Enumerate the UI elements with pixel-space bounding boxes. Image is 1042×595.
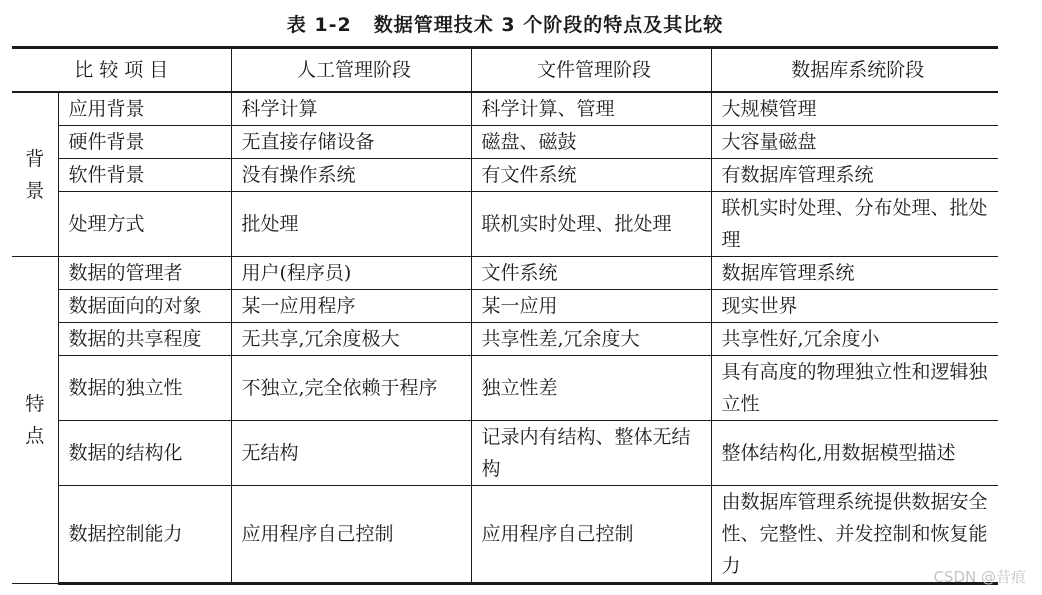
manual-cell: 应用程序自己控制	[231, 486, 471, 584]
database-cell: 大规模管理	[711, 92, 998, 126]
file-cell: 磁盘、磁鼓	[471, 126, 711, 159]
row-item: 处理方式	[58, 192, 231, 257]
table-row	[12, 257, 998, 290]
group-label-char: 点	[25, 425, 45, 447]
database-cell: 现实世界	[711, 290, 998, 323]
manual-cell: 某一应用程序	[231, 290, 471, 323]
header-file-stage: 文件管理阶段	[471, 48, 711, 93]
row-item: 数据的独立性	[58, 356, 231, 421]
manual-cell: 无直接存储设备	[231, 126, 471, 159]
table-row	[12, 323, 998, 356]
row-item: 数据的管理者	[58, 257, 231, 290]
manual-cell: 没有操作系统	[231, 159, 471, 192]
table-row	[12, 159, 998, 192]
row-item: 数据控制能力	[58, 486, 231, 584]
table-number: 表 1-2	[286, 14, 352, 36]
table-row	[12, 92, 998, 126]
manual-cell: 无结构	[231, 421, 471, 486]
row-item: 数据的结构化	[58, 421, 231, 486]
database-cell: 大容量磁盘	[711, 126, 998, 159]
file-cell: 某一应用	[471, 290, 711, 323]
table-row	[12, 356, 998, 421]
file-cell: 共享性差,冗余度大	[471, 323, 711, 356]
row-item: 数据面向的对象	[58, 290, 231, 323]
table-row	[12, 486, 998, 584]
file-cell: 科学计算、管理	[471, 92, 711, 126]
file-cell: 有文件系统	[471, 159, 711, 192]
database-cell: 由数据库管理系统提供数据安全性、完整性、并发控制和恢复能力	[711, 486, 998, 584]
row-item: 数据的共享程度	[58, 323, 231, 356]
row-item: 应用背景	[58, 92, 231, 126]
file-cell: 记录内有结构、整体无结构	[471, 421, 711, 486]
file-cell: 文件系统	[471, 257, 711, 290]
manual-cell: 用户(程序员)	[231, 257, 471, 290]
group-label-features	[12, 257, 58, 584]
group-label-char: 特	[25, 393, 45, 415]
table-row	[12, 126, 998, 159]
manual-cell: 批处理	[231, 192, 471, 257]
database-cell: 具有高度的物理独立性和逻辑独立性	[711, 356, 998, 421]
table-title: 数据管理技术 3 个阶段的特点及其比较	[373, 14, 724, 36]
watermark: CSDN @昔痕	[933, 568, 1026, 586]
table-header-row	[12, 48, 998, 93]
comparison-table	[12, 46, 998, 585]
table-row	[12, 192, 998, 257]
manual-cell: 不独立,完全依赖于程序	[231, 356, 471, 421]
group-label-char: 景	[25, 179, 45, 202]
row-item: 硬件背景	[58, 126, 231, 159]
file-cell: 联机实时处理、批处理	[471, 192, 711, 257]
file-cell: 独立性差	[471, 356, 711, 421]
header-compare-item: 比较项目	[12, 48, 231, 93]
header-manual-stage: 人工管理阶段	[231, 48, 471, 93]
database-cell: 数据库管理系统	[711, 257, 998, 290]
database-cell: 共享性好,冗余度小	[711, 323, 998, 356]
manual-cell: 科学计算	[231, 92, 471, 126]
database-cell: 有数据库管理系统	[711, 159, 998, 192]
file-cell: 应用程序自己控制	[471, 486, 711, 584]
row-item: 软件背景	[58, 159, 231, 192]
header-database-stage: 数据库系统阶段	[711, 48, 998, 93]
database-cell: 整体结构化,用数据模型描述	[711, 421, 998, 486]
table-caption	[0, 10, 1010, 37]
database-cell: 联机实时处理、分布处理、批处理	[711, 192, 998, 257]
group-label-background	[12, 92, 58, 257]
manual-cell: 无共享,冗余度极大	[231, 323, 471, 356]
table-row	[12, 421, 998, 486]
group-label-char: 背	[25, 147, 45, 170]
table-row	[12, 290, 998, 323]
